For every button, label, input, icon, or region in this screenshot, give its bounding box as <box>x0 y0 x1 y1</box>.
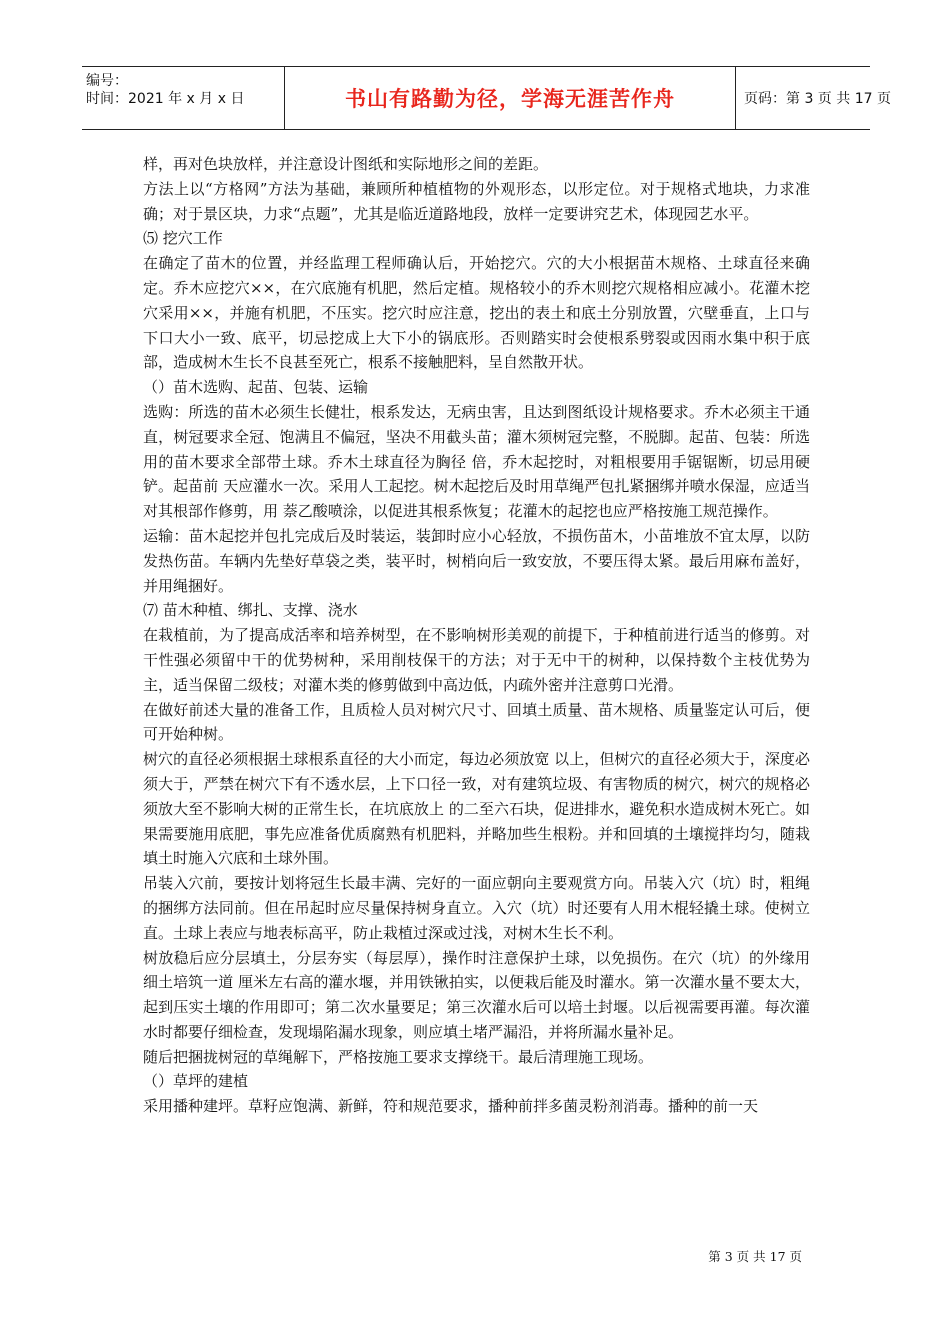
body-paragraph: 树放稳后应分层填土，分层夯实（每层厚），操作时注意保护土球，以免损伤。在穴（坑）的外缘用细土培筑一道 厘米左右高的灌水堰，并用铁锹拍实，以便栽后能及时灌水。第一次灌水量不要太大，起到压实土壤的作用即可；第二次水量要足；第三次灌水后可以培土封堰。以后视需要再灌。每次灌水时都要仔细检查，发现塌陷漏水现象，则应填土堵严漏沿，并将所漏水量补足。 <box>143 948 810 1041</box>
document-number-label: 编号： <box>86 73 128 89</box>
header-meta <box>82 67 284 129</box>
document-date-label: 时间：2021 年 x 月 x 日 <box>86 91 245 107</box>
section-heading: （）草坪的建植 <box>143 1072 249 1091</box>
page-header <box>82 66 891 130</box>
body-paragraph: 在做好前述大量的准备工作，且质检人员对树穴尺寸、回填土质量、苗木规格、质量鉴定认可后，便可开始种树。 <box>143 700 810 744</box>
header-motto: 书山有路勤为径，学海无涯苦作舟 <box>345 87 675 111</box>
body-paragraph: 树穴的直径必须根据土球根系直径的大小而定，每边必须放宽 以上，但树穴的直径必须大于，深度必须大于，严禁在树穴下有不透水层，上下口径一致，对有建筑垃圾、有害物质的树穴，树穴的规格必须放大至不影响大树的正常生长，在坑底放上 的二至六石块，促进排水，避免积水造成树木死亡。如果需要施用底肥，事先应准备优质腐熟有机肥料，并略加些生根粉。并和回填的土壤搅拌均匀，随栽填土时施入穴底和土球外围。 <box>143 750 810 868</box>
body-paragraph: 在确定了苗木的位置，并经监理工程师确认后，开始挖穴。穴的大小根据苗木规格、土球直径来确定。乔木应挖穴××，在穴底施有机肥，然后定植。规格较小的乔木则挖穴规格相应减小。花灌木挖穴采用××，并施有机肥，不压实。挖穴时应注意，挖出的表土和底土分别放置，穴壁垂直，上口与下口大小一致、底平，切忌挖成上大下小的锅底形。否则踏实时会使根系劈裂或因雨水集中积于底部，造成树木生长不良甚至死亡，根系不接触肥料，呈自然散开状。 <box>143 254 810 372</box>
header-motto-cell <box>284 67 736 129</box>
body-paragraph: 吊装入穴前，要按计划将冠生长最丰满、完好的一面应朝向主要观赏方向。吊装入穴（坑）时，粗绳的捆绑方法同前。但在吊起时应尽量保持树身直立。入穴（坑）时还要有人用木棍轻撬土球。使树立直。土球上表应与地表标高平，防止栽植过深或过浅，对树木生长不利。 <box>143 874 810 942</box>
document-body <box>143 152 810 1119</box>
body-paragraph: 随后把捆拢树冠的草绳解下，严格按施工要求支撑绕干。最后清理施工现场。 <box>143 1047 654 1066</box>
body-paragraph: 运输：苗木起挖并包扎完成后及时装运，装卸时应小心轻放，不损伤苗木，小苗堆放不宜太厚，以防发热伤苗。车辆内先垫好草袋之类，装平时，树梢向后一致安放，不要压得太紧。最后用麻布盖好，并用绳捆好。 <box>143 526 810 595</box>
page-footer: 第 3 页 共 17 页 <box>708 1249 802 1264</box>
body-paragraph: 方法上以“方格网”方法为基础，兼顾所种植植物的外观形态，以形定位。对于规格式地块，力求准确；对于景区块，力求“点题”，尤其是临近道路地段，放样一定要讲究艺术，体现园艺水平。 <box>143 179 810 223</box>
section-heading: ⑺ 苗木种植、绑扎、支撑、浇水 <box>143 601 358 620</box>
body-paragraph: 在栽植前，为了提高成活率和培养树型，在不影响树形美观的前提下，于种植前进行适当的修剪。对干性强必须留中干的优势树种，采用削枝保干的方法；对于无中干的树种，以保持数个主枝优势为主，适当保留二级枝；对灌木类的修剪做到中高边低，内疏外密并注意剪口光滑。 <box>143 626 810 694</box>
section-heading: （）苗木选购、起苗、包装、运输 <box>143 378 369 397</box>
body-paragraph: 选购：所选的苗木必须生长健壮，根系发达，无病虫害，且达到图纸设计规格要求。乔木必须主干通直，树冠要求全冠、饱满且不偏冠，坚决不用截头苗；灌木须树冠完整，不脱脚。起苗、包装：所选用的苗木要求全部带土球。乔木土球直径为胸径 倍，乔木起挖时，对粗根要用手锯锯断，切忌用硬铲。起苗前 天应灌水一次。采用人工起挖。树木起挖后及时用草绳严包扎紧捆绑并喷水保湿，应适当对其根部作修剪，用 萘乙酸喷涂，以促进其根系恢复；花灌木的起挖也应严格按施工规范操作。 <box>143 402 810 521</box>
section-heading: ⑸ 挖穴工作 <box>143 229 223 248</box>
body-paragraph: 采用播种建坪。草籽应饱满、新鲜，符和规范要求，播种前拌多菌灵粉剂消毒。播种的前一天 <box>143 1097 759 1116</box>
header-page-info: 页码：第 3 页 共 17 页 <box>744 91 891 107</box>
body-paragraph: 样，再对色块放样，并注意设计图纸和实际地形之间的差距。 <box>143 155 549 173</box>
